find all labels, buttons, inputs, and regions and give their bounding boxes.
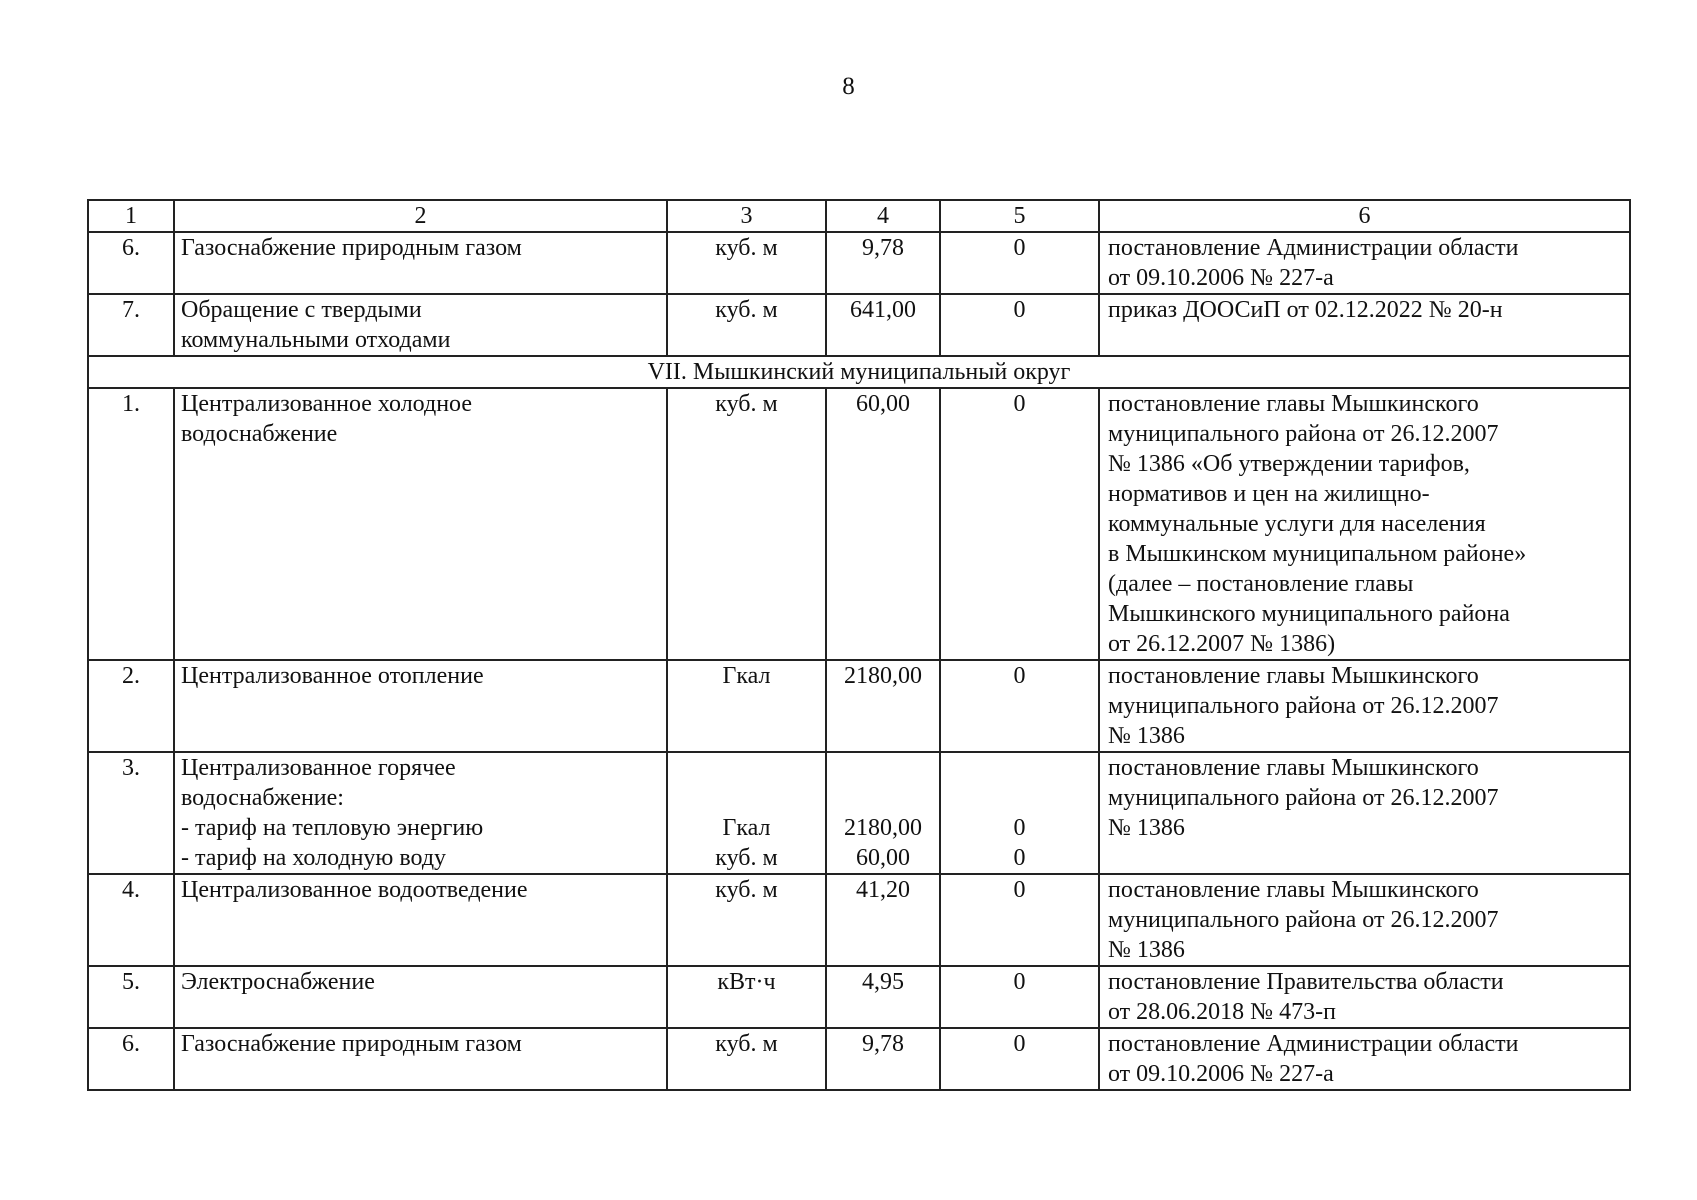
legal-basis-line: № 1386 [1108,815,1185,841]
legal-basis [1099,660,1630,752]
service-name-line: Централизованное холодное [181,391,472,417]
legal-basis-line: муниципального района от 26.12.2007 [1108,907,1499,933]
tariff-value [826,660,940,752]
column-5-value-line: 0 [1013,297,1026,323]
column-5-value [940,388,1099,660]
section-row [88,356,1630,388]
legal-basis-line: от 28.06.2018 № 473-п [1108,999,1336,1025]
unit-of-measure-line: куб. м [715,877,778,903]
legal-basis [1099,294,1630,356]
legal-basis-line: (далее – постановление главы [1108,571,1414,597]
unit-of-measure-line: куб. м [715,297,778,323]
column-header: 4 [826,200,940,232]
column-5-value-line: 0 [1013,391,1026,417]
tariff-value-line: 2180,00 [844,663,922,689]
service-name-line: Централизованное водоотведение [181,877,528,903]
service-name-line: Газоснабжение природным газом [181,1031,522,1057]
tariff-value-line [833,783,933,813]
unit-of-measure [667,294,826,356]
legal-basis-line: в Мышкинском муниципальном районе» [1108,541,1527,567]
legal-basis [1099,388,1630,660]
legal-basis-line: муниципального района от 26.12.2007 [1108,785,1499,811]
service-name-line: водоснабжение [181,421,338,447]
column-5-value-line [947,753,1092,783]
column-header: 2 [174,200,667,232]
tariff-value-line: 641,00 [850,297,916,323]
section-title: VII. Мышкинский муниципальный округ [88,356,1630,388]
unit-of-measure [667,874,826,966]
column-5-value [940,294,1099,356]
unit-of-measure-line: куб. м [715,235,778,261]
unit-of-measure [667,752,826,874]
column-5-value-line: 0 [1013,235,1026,261]
row-number: 1. [88,388,174,660]
legal-basis-line: от 09.10.2006 № 227-а [1108,265,1334,291]
column-5-value [940,1028,1099,1090]
unit-of-measure [667,1028,826,1090]
legal-basis [1099,1028,1630,1090]
legal-basis-line: постановление главы Мышкинского [1108,663,1479,689]
service-name [174,294,667,356]
unit-of-measure-line: куб. м [715,391,778,417]
table-row [88,874,1630,966]
legal-basis-line: № 1386 [1108,937,1185,963]
row-number: 6. [88,1028,174,1090]
service-name [174,232,667,294]
table-row [88,388,1630,660]
legal-basis-line: муниципального района от 26.12.2007 [1108,421,1499,447]
service-name-line: - тариф на холодную воду [181,845,447,871]
column-5-value [940,752,1099,874]
column-header: 5 [940,200,1099,232]
legal-basis-line: муниципального района от 26.12.2007 [1108,693,1499,719]
column-5-value-line [947,783,1092,813]
legal-basis-line: Мышкинского муниципального района [1108,601,1510,627]
column-header: 3 [667,200,826,232]
tariff-value-line: 9,78 [862,235,904,261]
legal-basis-line: № 1386 «Об утверждении тарифов, [1108,451,1470,477]
tariff-value [826,388,940,660]
legal-basis-line: от 26.12.2007 № 1386) [1108,631,1336,657]
legal-basis-line: постановление Администрации области [1108,1031,1519,1057]
unit-of-measure [667,232,826,294]
service-name-line: коммунальными отходами [181,327,451,353]
tariff-value [826,874,940,966]
service-name-line: - тариф на тепловую энергию [181,815,484,841]
service-name-line: Газоснабжение природным газом [181,235,522,261]
legal-basis-line: коммунальные услуги для населения [1108,511,1486,537]
column-header-row [88,200,1630,232]
unit-of-measure-line: кВт·ч [717,969,776,995]
service-name-line: Электроснабжение [181,969,375,995]
tariff-value [826,752,940,874]
legal-basis-line: № 1386 [1108,723,1185,749]
column-5-value-line: 0 [1013,815,1026,841]
tariff-table [87,199,1631,1091]
service-name [174,388,667,660]
column-5-value-line: 0 [1013,877,1026,903]
service-name [174,874,667,966]
tariff-value [826,1028,940,1090]
tariff-value-line: 41,20 [856,877,910,903]
table-row [88,966,1630,1028]
tariff-value-line: 2180,00 [844,815,922,841]
column-5-value-line: 0 [1013,663,1026,689]
row-number: 5. [88,966,174,1028]
legal-basis-line: постановление главы Мышкинского [1108,391,1479,417]
unit-of-measure [667,660,826,752]
table-row [88,1028,1630,1090]
column-5-value [940,874,1099,966]
legal-basis-line: постановление главы Мышкинского [1108,755,1479,781]
service-name [174,660,667,752]
table-row [88,232,1630,294]
unit-of-measure-line: Гкал [722,815,771,841]
service-name [174,752,667,874]
tariff-value [826,294,940,356]
legal-basis-line: постановление главы Мышкинского [1108,877,1479,903]
unit-of-measure-line: куб. м [715,1031,778,1057]
unit-of-measure-line [674,753,819,783]
legal-basis [1099,232,1630,294]
tariff-value-line: 60,00 [856,845,910,871]
column-5-value-line: 0 [1013,969,1026,995]
legal-basis-line: от 09.10.2006 № 227-а [1108,1061,1334,1087]
unit-of-measure-line [674,783,819,813]
column-header: 1 [88,200,174,232]
table-row [88,752,1630,874]
service-name-line: водоснабжение: [181,785,344,811]
service-name-line: Обращение с твердыми [181,297,422,323]
legal-basis [1099,966,1630,1028]
tariff-value-line [833,753,933,783]
service-name [174,1028,667,1090]
row-number: 6. [88,232,174,294]
table-row [88,660,1630,752]
column-5-value [940,966,1099,1028]
service-name-line: Централизованное отопление [181,663,484,689]
table-row [88,294,1630,356]
row-number: 4. [88,874,174,966]
legal-basis-line: постановление Правительства области [1108,969,1504,995]
service-name-line: Централизованное горячее [181,755,456,781]
page-number: 8 [842,73,855,100]
service-name [174,966,667,1028]
unit-of-measure [667,388,826,660]
unit-of-measure-line: куб. м [715,845,778,871]
legal-basis [1099,752,1630,874]
column-5-value [940,660,1099,752]
tariff-value [826,966,940,1028]
row-number: 3. [88,752,174,874]
column-header: 6 [1099,200,1630,232]
unit-of-measure [667,966,826,1028]
column-5-value-line: 0 [1013,1031,1026,1057]
column-5-value-line: 0 [1013,845,1026,871]
tariff-value [826,232,940,294]
legal-basis-line: постановление Администрации области [1108,235,1519,261]
legal-basis [1099,874,1630,966]
row-number: 7. [88,294,174,356]
tariff-value-line: 9,78 [862,1031,904,1057]
tariff-value-line: 4,95 [862,969,904,995]
legal-basis-line: приказ ДООСиП от 02.12.2022 № 20-н [1108,297,1503,323]
row-number: 2. [88,660,174,752]
tariff-value-line: 60,00 [856,391,910,417]
column-5-value [940,232,1099,294]
unit-of-measure-line: Гкал [722,663,771,689]
legal-basis-line: нормативов и цен на жилищно- [1108,481,1430,507]
